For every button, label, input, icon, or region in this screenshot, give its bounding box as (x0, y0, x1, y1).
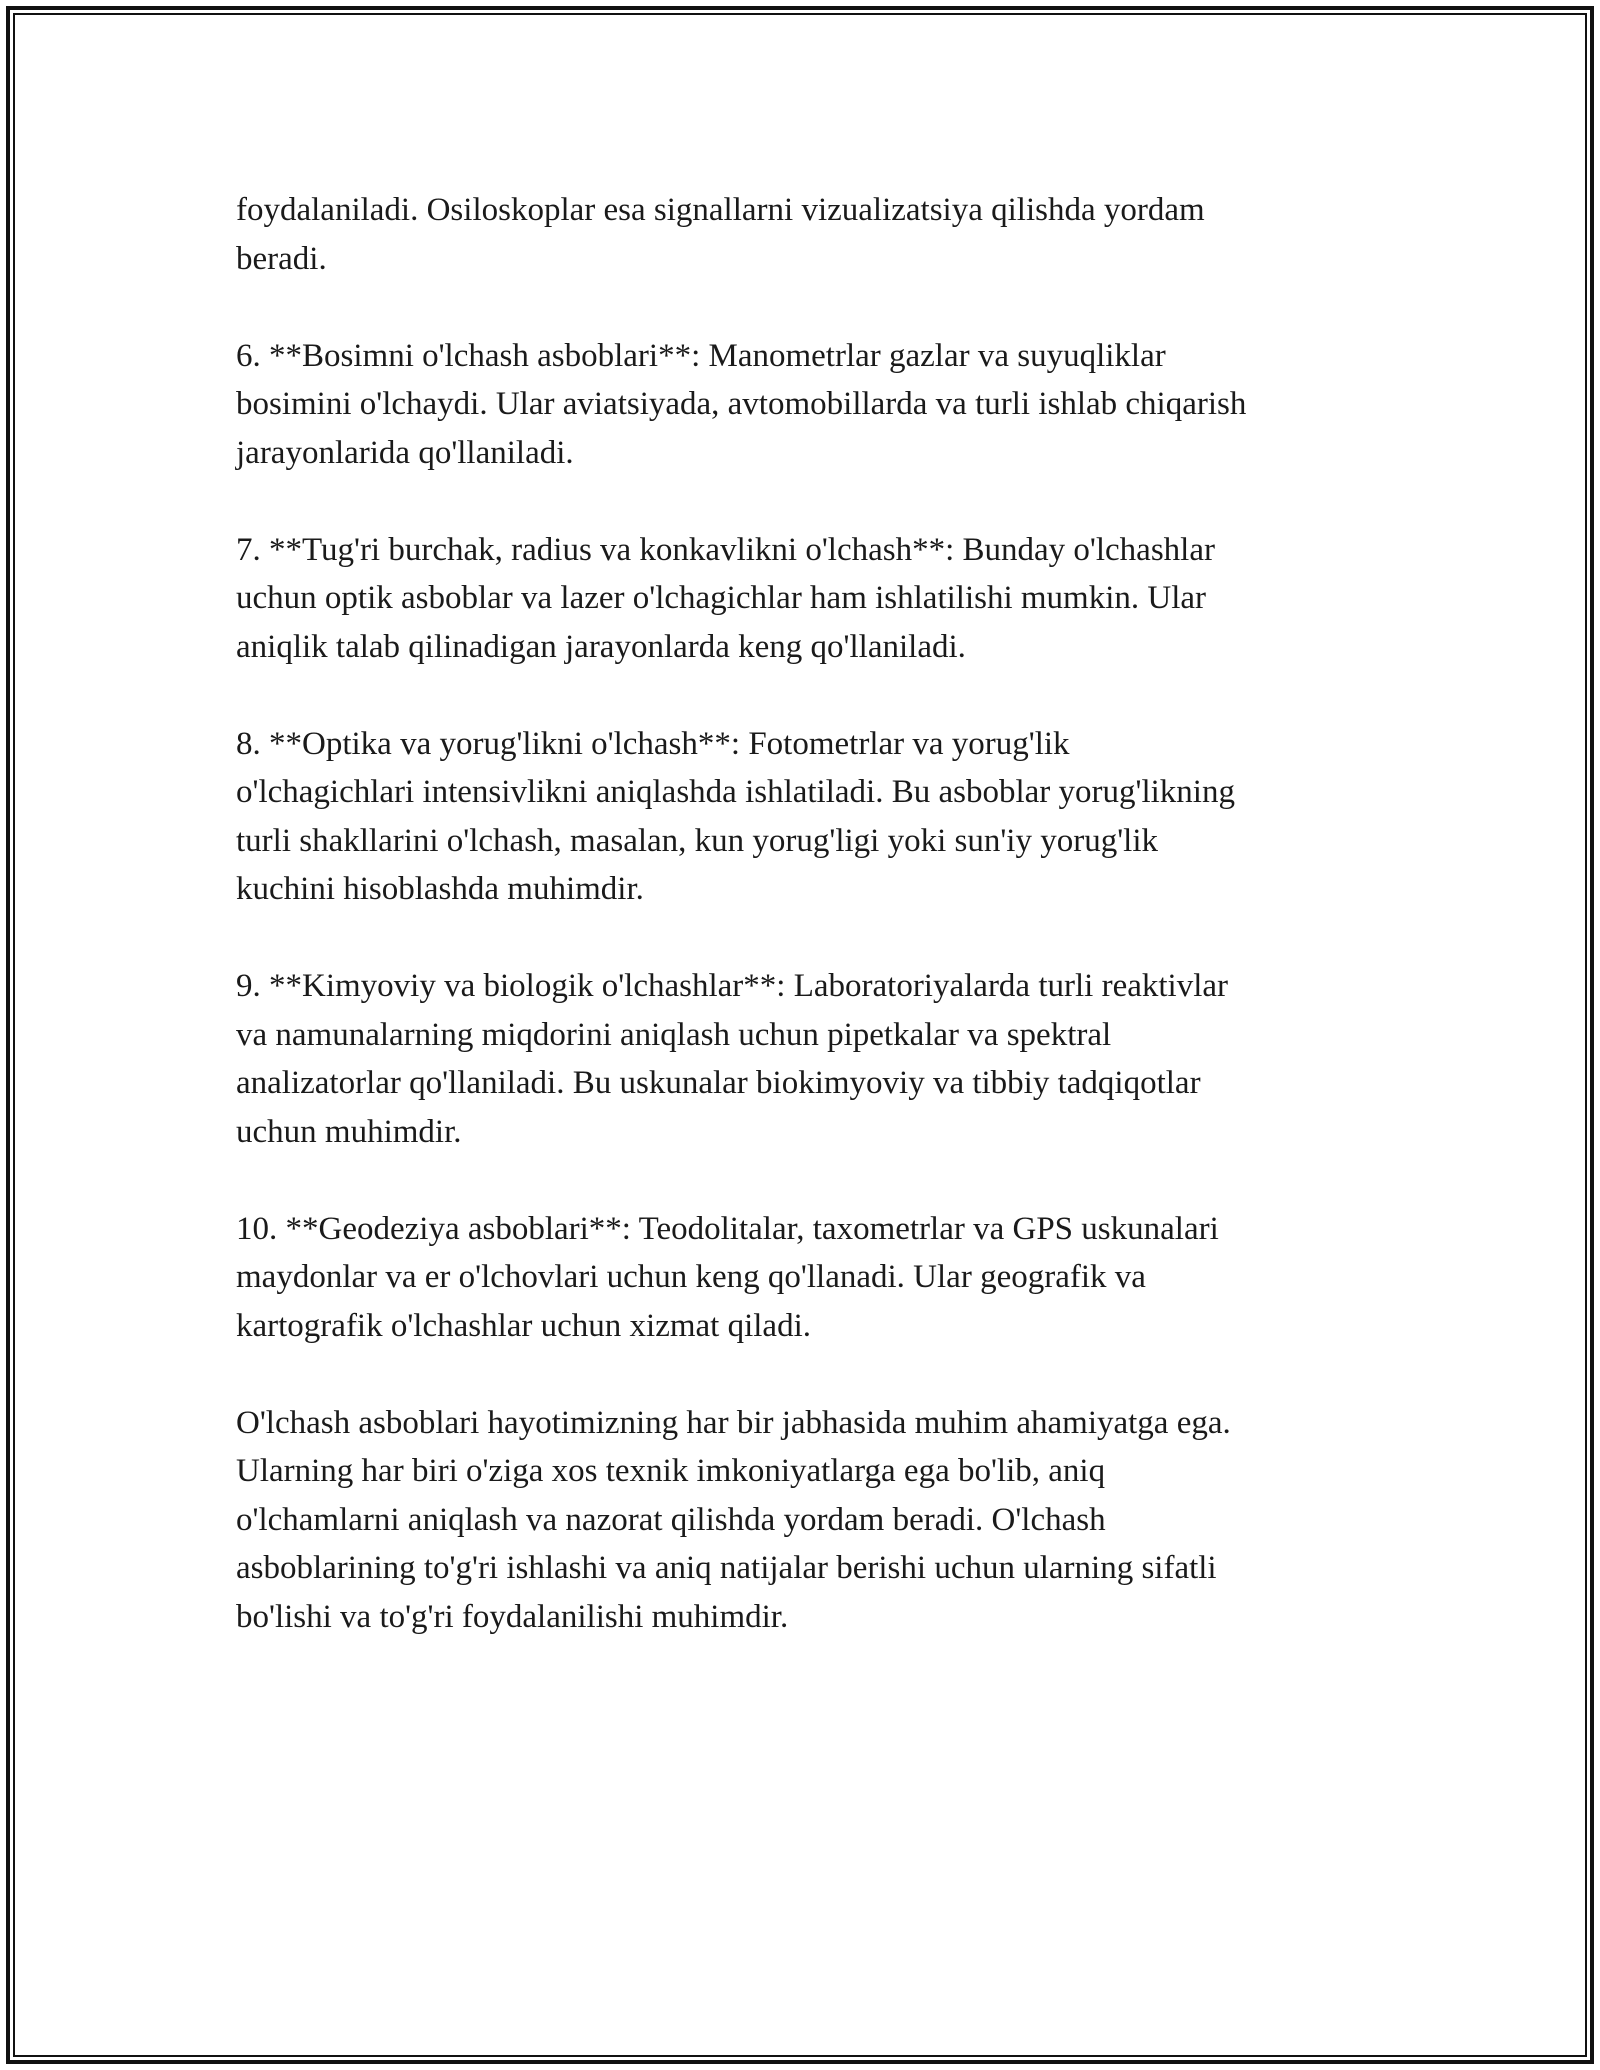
paragraph-item-8: 8. **Optika va yorug'likni o'lchash**: Fotometrlar va yorug'lik o'lchagichlari intensivlikni aniqlashda ishlatiladi. Bu asboblar yorug'likning turli shakllarini o'lchash, masalan, kun yorug'ligi yoki sun'iy yorug'lik kuchini hisoblashda muhimdir. (236, 725, 1235, 907)
paragraph-item-6: 6. **Bosimni o'lchash asboblari**: Manometrlar gazlar va suyuqliklar bosimini o'lchaydi. Ular aviatsiyada, avtomobillarda va turli ishlab chiqarish jarayonlarida qo'llaniladi. (236, 337, 1247, 471)
paragraph-item-9: 9. **Kimyoviy va biologik o'lchashlar**: Laboratoriyalarda turli reaktivlar va namunalarning miqdorini aniqlash uchun pipetkalar va spektral analizatorlar qo'llaniladi. Bu uskunalar biokimyoviy va tibbiy tadqiqotlar uchun muhimdir. (236, 968, 1228, 1150)
paragraph-conclusion: O'lchash asboblari hayotimizning har bir jabhasida muhim ahamiyatga ega. Ularning har biri o'ziga xos texnik imkoniyatlarga ega bo'lib, aniq o'lchamlarni aniqlash va nazorat qilishda yordam beradi. O'lchash asboblarining to'g'ri ishlashi va aniq natijalar berishi uchun ularning sifatli bo'lishi va to'g'ri foydalanilishi muhimdir. (236, 1404, 1231, 1635)
paragraph-item-7: 7. **Tug'ri burchak, radius va konkavlikni o'lchash**: Bunday o'lchashlar uchun optik asboblar va lazer o'lchagichlar ham ishlatilishi mumkin. Ular aniqlik talab qilinadigan jarayonlarda keng qo'llaniladi. (236, 531, 1215, 665)
document-body (236, 186, 1376, 1641)
paragraph-item-10: 10. **Geodeziya asboblari**: Teodolitalar, taxometrlar va GPS uskunalari maydonlar va er o'lchovlari uchun keng qo'llanadi. Ular geografik va kartografik o'lchashlar uchun xizmat qiladi. (236, 1210, 1219, 1344)
paragraph-continuation: foydalaniladi. Osiloskoplar esa signallarni vizualizatsiya qilishda yordam beradi. (236, 192, 1205, 277)
